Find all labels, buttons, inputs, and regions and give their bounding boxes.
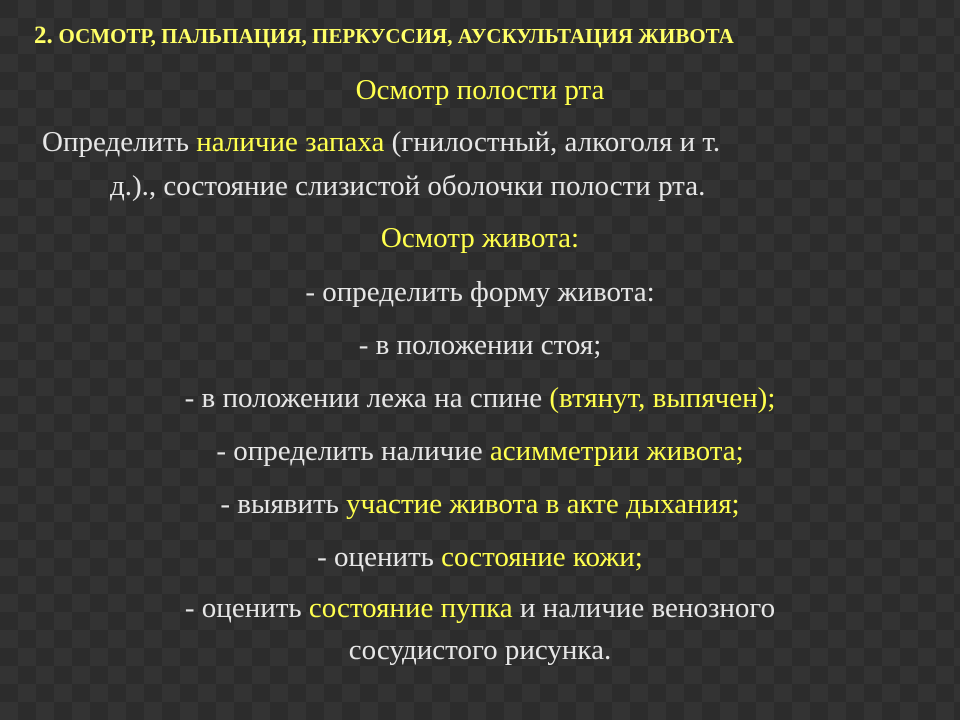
navel-highlight: состояние пупка: [308, 592, 513, 624]
list-item-asymmetry: [20, 431, 940, 471]
lying-text: - в положении лежа на спине: [184, 382, 550, 414]
asymmetry-highlight: асимметрии живота;: [489, 435, 744, 467]
skin-text: - оценить: [317, 541, 442, 573]
navel-text-cont: и наличие венозного: [512, 592, 776, 624]
list-item-skin: [20, 537, 940, 577]
slide-title-text: ОСМОТР, ПАЛЬПАЦИЯ, ПЕРКУССИЯ, АУСКУЛЬТАЦИЯ ЖИВОТА: [58, 24, 734, 48]
slide-title: [34, 22, 934, 50]
navel-text-end: сосудистого рисунка.: [348, 634, 612, 666]
lying-highlight: (втянут, выпячен);: [549, 382, 776, 414]
slide-title-number: 2.: [34, 22, 53, 49]
heading-mouth-exam: Осмотр полости рта: [355, 74, 605, 106]
list-item-form: - определить форму живота:: [305, 276, 655, 308]
breathing-highlight: участие живота в акте дыхания;: [346, 488, 740, 520]
mouth-text-middle: (гнилостный, алкоголя и т.: [384, 126, 721, 158]
skin-highlight: состояние кожи;: [441, 541, 643, 573]
mouth-text-end: д.)., состояние слизистой оболочки полости рта.: [110, 170, 706, 202]
list-item-standing: - в положении стоя;: [358, 329, 602, 361]
heading-abdomen-exam: Осмотр живота:: [380, 222, 580, 254]
mouth-exam-paragraph: [20, 120, 940, 208]
mouth-text-highlight: наличие запаха: [196, 126, 385, 158]
asymmetry-text: - определить наличие: [216, 435, 490, 467]
list-item-breathing: [20, 484, 940, 524]
list-item-lying: [20, 378, 940, 418]
list-item-navel: [20, 588, 940, 628]
navel-text: - оценить: [184, 592, 309, 624]
breathing-text: - выявить: [220, 488, 347, 520]
mouth-text-start: Определить: [42, 126, 197, 158]
